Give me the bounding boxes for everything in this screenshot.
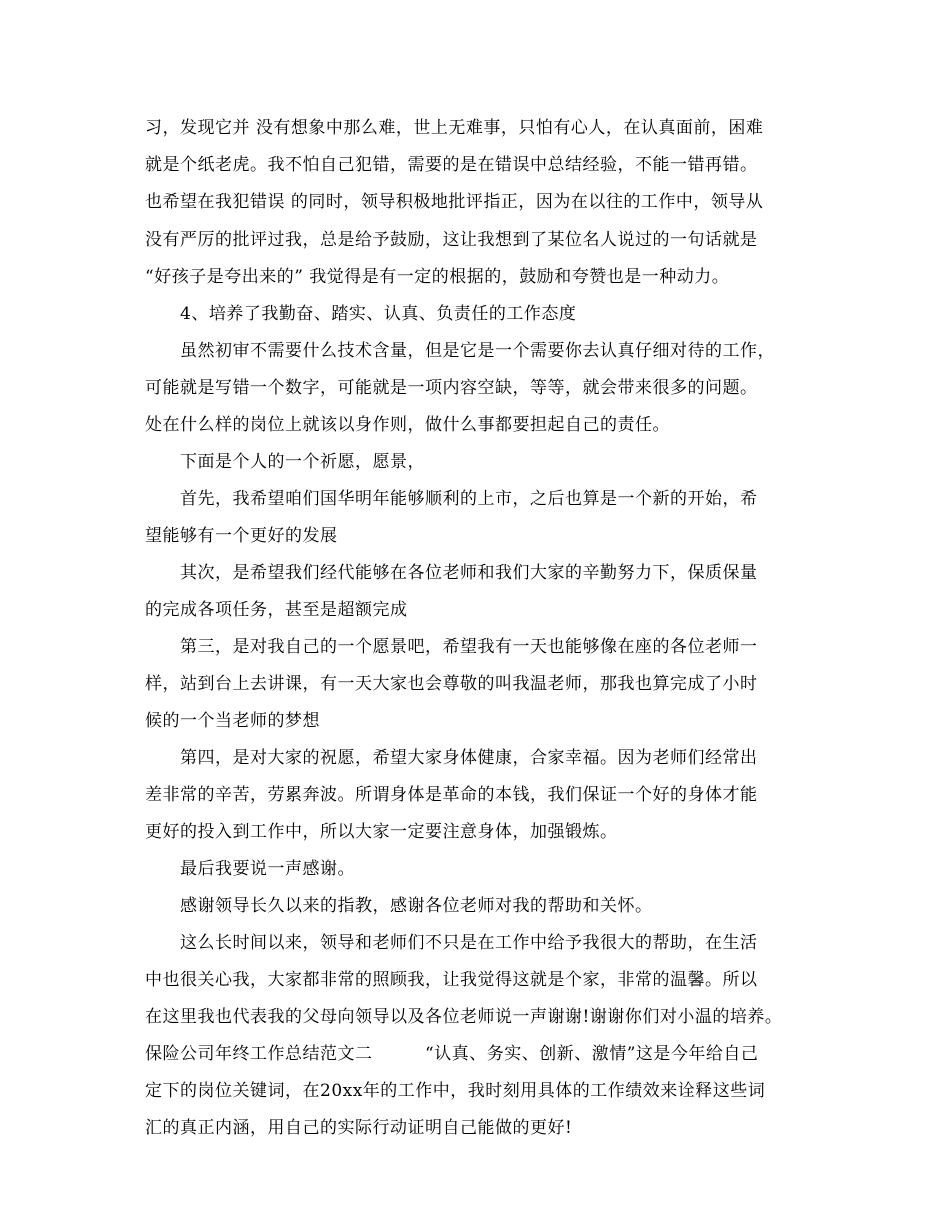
text-line: 第三，是对我自己的一个愿景吧，希望我有一天也能够像在座的各位老师一 bbox=[180, 637, 758, 657]
text-line: 也希望在我犯错误 的同时，领导积极地批评指正，因为在以往的工作中，领导从 bbox=[145, 192, 764, 212]
text-line: 更好的投入到工作中，所以大家一定要注意身体，加强锻炼。 bbox=[145, 822, 618, 842]
text-line: 保险公司年终工作总结范文二 “认真、务实、创新、激情”这是今年给自己 bbox=[145, 1044, 759, 1064]
text-line: 可能就是写错一个数字，可能就是一项内容空缺，等等，就会带来很多的问题。 bbox=[145, 378, 758, 398]
text-line: 在这里我也代表我的父母向领导以及各位老师说一声谢谢!谢谢你们对小温的培养。 bbox=[145, 1007, 783, 1027]
text-line: 感谢领导长久以来的指教，感谢各位老师对我的帮助和关怀。 bbox=[180, 896, 653, 916]
text-line: 差非常的辛苦，劳累奔波。所谓身体是革命的本钱，我们保证一个好的身体才能 bbox=[145, 785, 758, 805]
text-line: 就是个纸老虎。我不怕自己犯错，需要的是在错误中总结经验，不能一错再错。 bbox=[145, 155, 758, 175]
text-line: 首先，我希望咱们国华明年能够顺利的上市，之后也算是一个新的开始，希 bbox=[180, 489, 758, 509]
text-line: 中也很关心我，大家都非常的照顾我，让我觉得这就是个家，非常的温馨。所以 bbox=[145, 970, 758, 990]
text-line: 样，站到台上去讲课，有一天大家也会尊敬的叫我温老师，那我也算完成了小时 bbox=[145, 674, 758, 694]
text-line: “好孩子是夸出来的” 我觉得是有一定的根据的，鼓励和夸赞也是一种动力。 bbox=[145, 267, 730, 287]
text-line: 第四，是对大家的祝愿，希望大家身体健康，合家幸福。因为老师们经常出 bbox=[180, 748, 758, 768]
section-heading: 4、培养了我勤奋、踏实、认真、负责任的工作态度 bbox=[180, 304, 577, 324]
text-line: 望能够有一个更好的发展 bbox=[145, 526, 338, 546]
text-line: 下面是个人的一个祈愿，愿景， bbox=[180, 452, 425, 472]
text-line: 没有严厉的批评过我，总是给予鼓励，这让我想到了某位名人说过的一句话就是 bbox=[145, 230, 758, 250]
text-line: 最后我要说一声感谢。 bbox=[180, 859, 355, 879]
text-line: 习，发现它并 没有想象中那么难，世上无难事，只怕有心人，在认真面前，困难 bbox=[145, 118, 764, 138]
text-line: 的完成各项任务，甚至是超额完成 bbox=[145, 600, 408, 620]
text-line: 其次，是希望我们经代能够在各位老师和我们大家的辛勤努力下，保质保量 bbox=[180, 563, 758, 583]
text-line: 汇的真正内涵，用自己的实际行动证明自己能做的更好! bbox=[145, 1118, 573, 1138]
text-line: 定下的岗位关键词，在20xx年的工作中，我时刻用具体的工作绩效来诠释这些词 bbox=[145, 1081, 766, 1101]
text-line: 虽然初审不需要什么技术含量，但是它是一个需要你去认真仔细对待的工作， bbox=[180, 341, 775, 361]
text-line: 处在什么样的岗位上就该以身作则，做什么事都要担起自己的责任。 bbox=[145, 415, 670, 435]
text-line: 这么长时间以来，领导和老师们不只是在工作中给予我很大的帮助，在生活 bbox=[180, 933, 758, 953]
text-line: 候的一个当老师的梦想 bbox=[145, 711, 320, 731]
